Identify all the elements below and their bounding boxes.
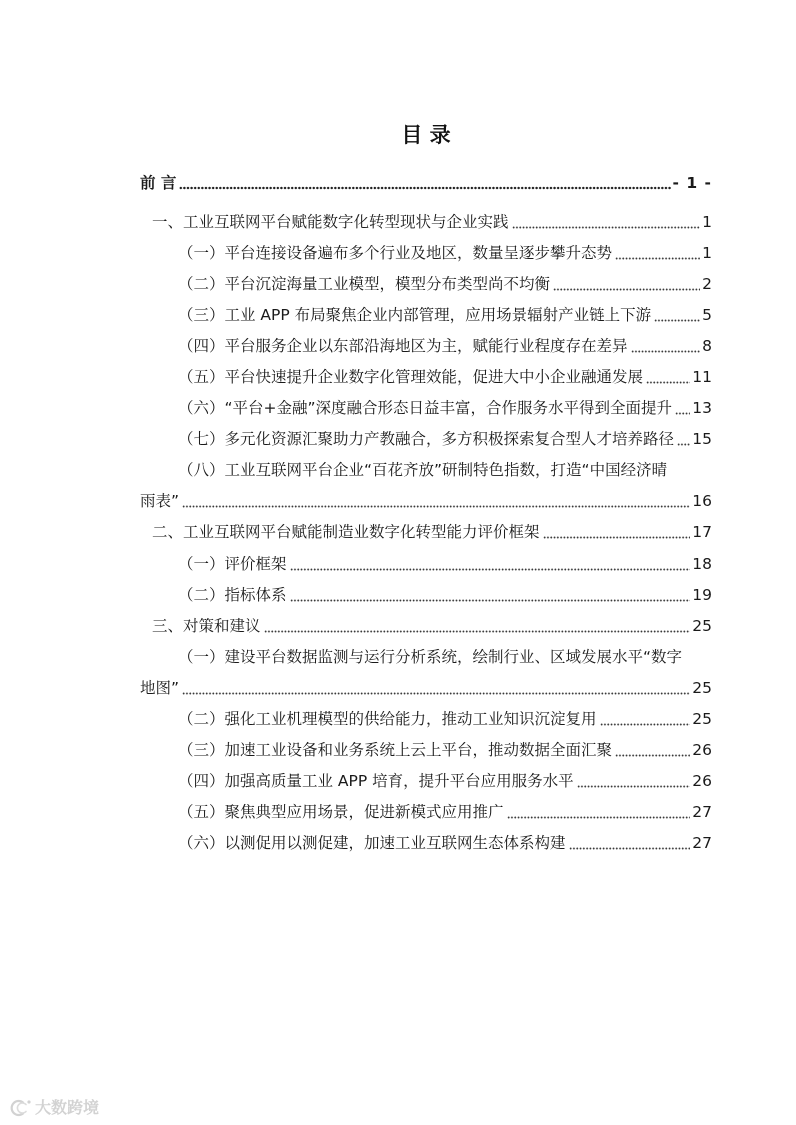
toc-entry-title: （五）平台快速提升企业数字化管理效能，促进大中小企业融通发展 (178, 367, 644, 386)
toc-entry-title: （三）工业 APP 布局聚焦企业内部管理，应用场景辐射产业链上下游 (178, 305, 652, 324)
dot-leader (179, 186, 670, 190)
toc-entry-title: （三）加速工业设备和业务系统上云上平台，推动数据全面汇聚 (178, 741, 613, 760)
toc-section (140, 580, 712, 611)
toc-section (140, 362, 712, 393)
toc-page-number: 27 (692, 803, 712, 822)
toc-section (140, 393, 712, 424)
toc-entry-title: （六）“平台+金融”深度融合形态日益丰富，合作服务水平得到全面提升 (178, 399, 673, 418)
toc-entry-title: （一）建设平台数据监测与运行分析系统，绘制行业、区域发展水平“数字 (178, 647, 683, 666)
dot-leader (512, 226, 701, 229)
toc-section-line1 (140, 455, 712, 486)
dot-leader (646, 381, 690, 384)
toc-page-number: 11 (692, 367, 712, 386)
toc-page-number: 18 (692, 554, 712, 573)
dot-leader (615, 257, 700, 260)
table-of-contents (140, 207, 712, 860)
dot-leader (553, 288, 700, 291)
toc-page-number: 8 (702, 336, 712, 355)
dot-leader (577, 785, 691, 788)
toc-page-number: 17 (692, 523, 712, 542)
dot-leader (654, 319, 700, 322)
toc-entry-title: （二）指标体系 (178, 585, 287, 604)
toc-preface (140, 167, 712, 199)
toc-page-number: 25 (692, 710, 712, 728)
toc-entry-title: 三、对策和建议 (152, 616, 261, 635)
toc-page-number: 13 (692, 399, 712, 418)
toc-entry-title-continued: 雨表” (140, 492, 180, 511)
toc-chapter (140, 517, 712, 548)
watermark-text: 大数跨境 (35, 1098, 100, 1117)
toc-entry-title: （二）强化工业机理模型的供给能力，推动工业知识沉淀复用 (178, 710, 597, 728)
dot-leader (615, 754, 690, 757)
toc-page-number: 16 (692, 492, 712, 511)
dot-leader (264, 630, 691, 633)
toc-page-number: 25 (692, 616, 712, 635)
dot-leader (631, 350, 701, 353)
toc-section (140, 735, 712, 766)
toc-chapter (140, 611, 712, 642)
toc-page-number: 15 (692, 430, 712, 449)
dot-leader (290, 599, 691, 602)
toc-entry-title: 二、工业互联网平台赋能制造业数字化转型能力评价框架 (152, 523, 540, 542)
toc-section (140, 549, 712, 580)
toc-page-number: 1 (702, 212, 712, 231)
brand-logo-icon (8, 1098, 32, 1118)
dot-leader (507, 816, 691, 819)
dot-leader (675, 412, 690, 415)
dot-leader (543, 536, 691, 539)
dot-leader (677, 443, 690, 446)
toc-page-number: 1 (702, 243, 712, 262)
toc-entry-title: （六）以测促用以测促建，加速工业互联网生态体系构建 (178, 834, 566, 853)
toc-entry-title: （一）评价框架 (178, 554, 287, 573)
toc-entry-title: 前 言 (140, 174, 177, 192)
toc-page-number: - 1 - (672, 174, 712, 192)
toc-page-number: 27 (692, 834, 712, 853)
toc-entry-title-continued: 地图” (140, 678, 180, 697)
toc-page-number: 26 (692, 741, 712, 760)
toc-page-number: 26 (692, 772, 712, 791)
toc-entry-title: （五）聚焦典型应用场景，促进新模式应用推广 (178, 803, 504, 822)
toc-page-number: 25 (692, 678, 712, 697)
watermark (8, 1097, 99, 1119)
toc-section (140, 797, 712, 828)
toc-section (140, 238, 712, 269)
toc-entry-title: （二）平台沉淀海量工业模型，模型分布类型尚不均衡 (178, 274, 551, 293)
toc-entry-title: （四）加强高质量工业 APP 培育，提升平台应用服务水平 (178, 772, 574, 791)
toc-section (140, 331, 712, 362)
toc-section (140, 766, 712, 797)
toc-section-line1 (140, 642, 712, 673)
toc-section-line2 (140, 673, 712, 704)
toc-section (140, 300, 712, 331)
toc-section (140, 828, 712, 859)
page-title: 目 录 (401, 123, 451, 147)
toc-entry-title: 一、工业互联网平台赋能数字化转型现状与企业实践 (152, 212, 509, 231)
toc-entry-title: （七）多元化资源汇聚助力产教融合，多方积极探索复合型人才培养路径 (178, 430, 675, 449)
toc-entry-title: （四）平台服务企业以东部沿海地区为主，赋能行业程度存在差异 (178, 336, 628, 355)
dot-leader (182, 505, 690, 508)
toc-page-number: 19 (692, 585, 712, 604)
toc-section (140, 424, 712, 455)
toc-section (140, 269, 712, 300)
toc-chapter (140, 207, 712, 238)
dot-leader (600, 723, 691, 726)
dot-leader (290, 568, 691, 571)
toc-entry-preface (140, 167, 712, 199)
toc-section (140, 704, 712, 735)
toc-entry-title: （一）平台连接设备遍布多个行业及地区，数量呈逐步攀升态势 (178, 243, 613, 262)
toc-page-number: 2 (702, 274, 712, 293)
toc-section-line2 (140, 486, 712, 517)
dot-leader (182, 692, 690, 695)
dot-leader (569, 847, 691, 850)
toc-page-number: 5 (702, 305, 712, 324)
toc-entry-title: （八）工业互联网平台企业“百花齐放”研制特色指数，打造“中国经济晴 (178, 461, 668, 480)
